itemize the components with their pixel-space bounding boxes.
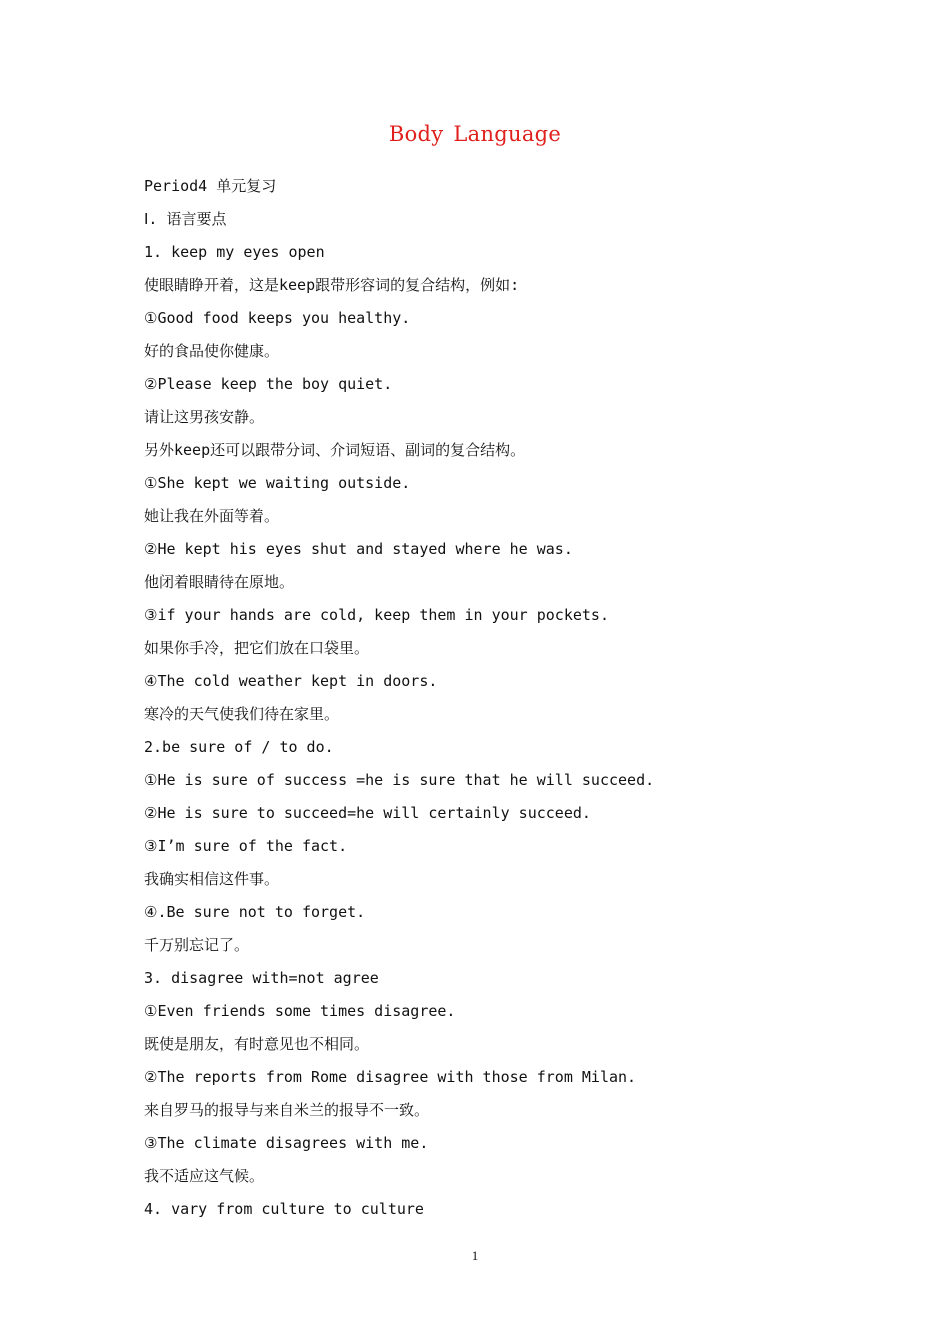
text-line: 4. vary from culture to culture [144, 1200, 424, 1218]
text-line: 请让这男孩安静。 [144, 408, 265, 426]
text-line: 来自罗马的报导与来自米兰的报导不一致。 [144, 1101, 430, 1119]
text-line: 2.be sure of / to do. [144, 738, 334, 756]
text-line: ①Good food keeps you healthy. [144, 309, 411, 327]
text-line: ④.Be sure not to forget. [144, 903, 366, 921]
document-body [144, 170, 844, 1226]
text-line: ③I’m sure of the fact. [144, 837, 348, 855]
text-line: 另外keep还可以跟带分词、介词短语、副词的复合结构。 [144, 441, 526, 459]
document-title: Body Language [388, 122, 562, 146]
text-line: 既使是朋友，有时意见也不相同。 [144, 1035, 370, 1053]
text-line: 使眼睛睁开着，这是keep跟带形容词的复合结构，例如: [144, 276, 520, 294]
text-line: 我不适应这气候。 [144, 1167, 265, 1185]
text-line: ②He kept his eyes shut and stayed where he was. [144, 540, 573, 558]
text-line: 寒冷的天气使我们待在家里。 [144, 705, 340, 723]
text-line: ②He is sure to succeed=he will certainly succeed. [144, 804, 591, 822]
text-line: ③if your hands are cold, keep them in your pockets. [144, 606, 609, 624]
text-line: 3. disagree with=not agree [144, 969, 379, 987]
text-line: 好的食品使你健康。 [144, 342, 280, 360]
text-line: ②Please keep the boy quiet. [144, 375, 393, 393]
text-line: ④The cold weather kept in doors. [144, 672, 438, 690]
text-line: ②The reports from Rome disagree with those from Milan. [144, 1068, 637, 1086]
text-line: ③The climate disagrees with me. [144, 1134, 429, 1152]
text-line: 她让我在外面等着。 [144, 507, 280, 525]
text-line: Ⅰ. 语言要点 [144, 210, 227, 228]
text-line: ①He is sure of success =he is sure that he will succeed. [144, 771, 655, 789]
text-line: Period4 单元复习 [144, 177, 277, 195]
text-line: 1. keep my eyes open [144, 243, 325, 261]
text-line: 如果你手冷，把它们放在口袋里。 [144, 639, 370, 657]
text-line: ①She kept we waiting outside. [144, 474, 411, 492]
text-line: 我确实相信这件事。 [144, 870, 280, 888]
text-line: ①Even friends some times disagree. [144, 1002, 456, 1020]
text-line: 他闭着眼睛待在原地。 [144, 573, 295, 591]
text-line: 千万别忘记了。 [144, 936, 250, 954]
page-number: 1 [471, 1248, 479, 1263]
